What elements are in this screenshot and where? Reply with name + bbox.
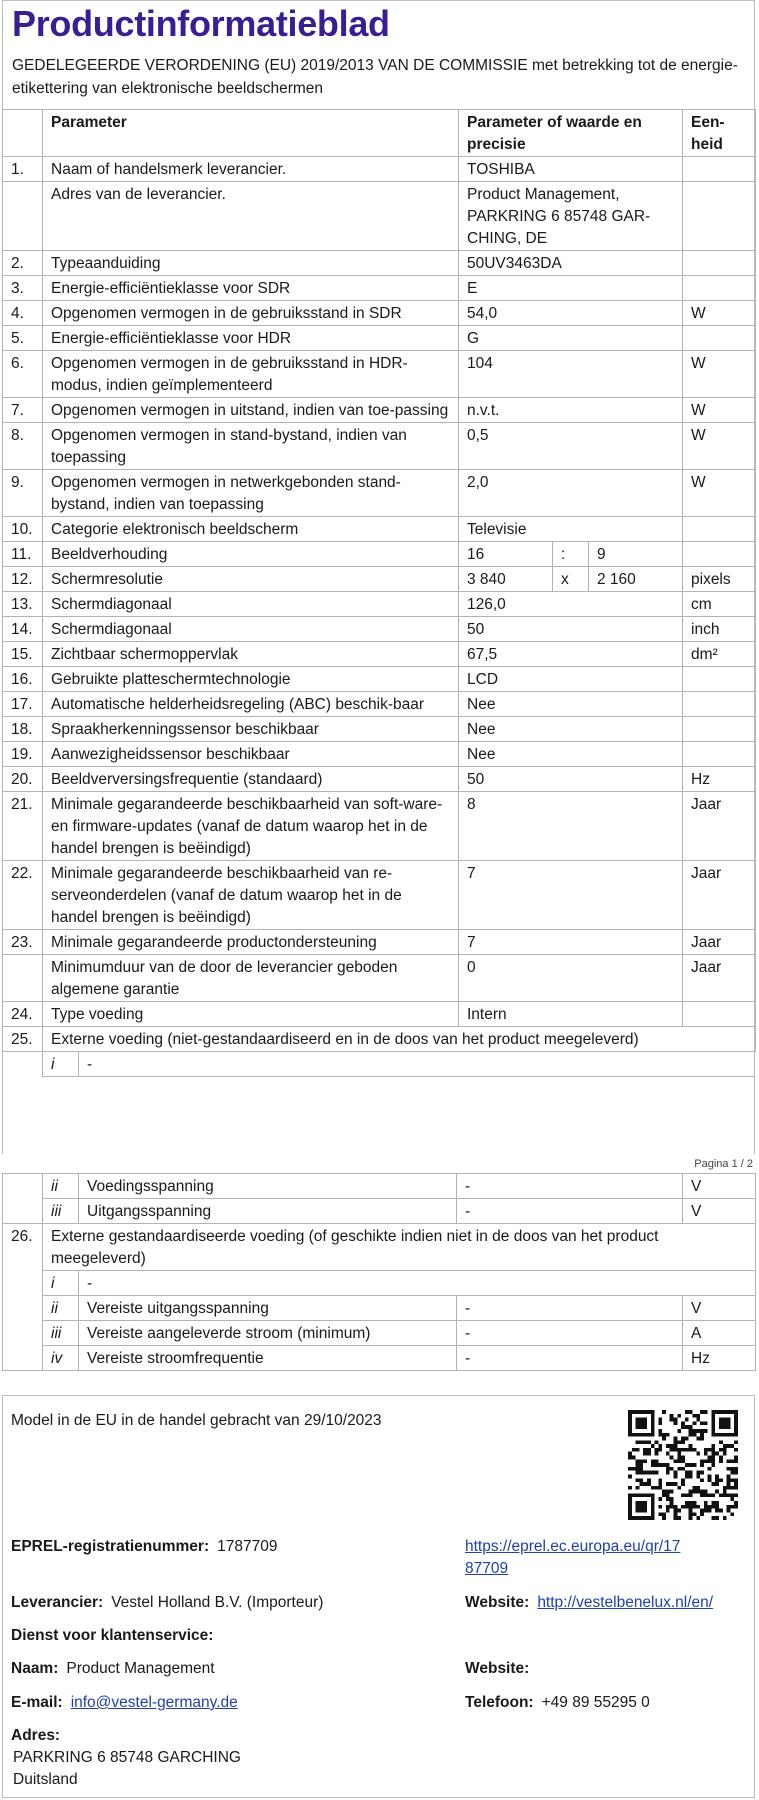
sub-index: i (43, 1271, 79, 1296)
sub-label: Uitgangsspanning (79, 1199, 457, 1224)
row-unit (683, 276, 756, 301)
row-unit: Jaar (683, 792, 756, 861)
row-value: Nee (459, 742, 683, 767)
row-number: 9. (3, 470, 43, 517)
page2-table (2, 1173, 756, 1371)
table-row (3, 251, 756, 276)
email-link[interactable]: info@vestel-germany.de (70, 1694, 238, 1711)
row-number (3, 955, 43, 1002)
row-value: 126,0 (459, 592, 683, 617)
row-unit: Jaar (683, 930, 756, 955)
table-row (3, 423, 756, 470)
table-row (3, 617, 756, 642)
row-number (3, 182, 43, 251)
eprel-registration (11, 1536, 277, 1558)
continuation-cell (3, 1174, 43, 1224)
row-unit (683, 517, 756, 542)
row-unit (683, 717, 756, 742)
table-row (3, 1224, 756, 1271)
row-value: 50 (459, 767, 683, 792)
row-number: 19. (3, 742, 43, 767)
sub-unit: V (683, 1199, 756, 1224)
row-label: Opgenomen vermogen in de gebruiksstand in HDR-modus, indien geïmplementeerd (43, 351, 459, 398)
table-row (3, 398, 756, 423)
row-value: 67,5 (459, 642, 683, 667)
row-value: 54,0 (459, 301, 683, 326)
service-website-line (465, 1658, 537, 1680)
row-number: 1. (3, 157, 43, 182)
row-label: Opgenomen vermogen in de gebruiksstand in SDR (43, 301, 459, 326)
row-number: 13. (3, 592, 43, 617)
row-value: 0 (459, 955, 683, 1002)
sub-label: Vereiste aangeleverde stroom (minimum) (79, 1321, 457, 1346)
row-unit: inch (683, 617, 756, 642)
row-number: 18. (3, 717, 43, 742)
service-name-line (11, 1658, 215, 1680)
website2-label: Website: (465, 1660, 530, 1677)
table-row (3, 1199, 756, 1224)
name-value: Product Management (66, 1660, 215, 1677)
row-unit: W (683, 351, 756, 398)
row-label: Minimale gegarandeerde beschikbaarheid van re-serveonderdelen (vanaf de datum waarop het in de handel brengen is beëindigd) (43, 861, 459, 930)
row-label: Gebruikte platteschermtechnologie (43, 667, 459, 692)
regulation-subtitle: GEDELEGEERDE VERORDENING (EU) 2019/2013 VAN DE COMMISSIE met betrekking tot de energie-etikettering van elektronische beeldschermen (12, 57, 738, 97)
row-value: 104 (459, 351, 683, 398)
supplier-info-box (2, 1395, 755, 1798)
value-part-2: 2 160 (589, 567, 683, 592)
row-label: Schermdiagonaal (43, 592, 459, 617)
row-value: Intern (459, 1002, 683, 1027)
row-unit: cm (683, 592, 756, 617)
row-number: 20. (3, 767, 43, 792)
row-number: 2. (3, 251, 43, 276)
table-row (3, 326, 756, 351)
qr-code-icon[interactable] (628, 1410, 738, 1520)
address-line1: PARKRING 6 85748 GARCHING (13, 1749, 241, 1766)
website-link[interactable]: http://vestelbenelux.nl/en/ (537, 1594, 714, 1611)
table-row (3, 301, 756, 326)
row-label: Beeldverhouding (43, 542, 459, 567)
header-value: Parameter of waarde en precisie (459, 110, 683, 157)
row-value: Nee (459, 717, 683, 742)
row-number: 25. (3, 1027, 43, 1052)
name-label: Naam: (11, 1660, 59, 1677)
row-number: 8. (3, 423, 43, 470)
table-row (3, 470, 756, 517)
row-label: Minimale gegarandeerde productondersteuning (43, 930, 459, 955)
value-part-1: 16 (459, 542, 553, 567)
row-label: Energie-efficiëntieklasse voor SDR (43, 276, 459, 301)
row-unit: pixels (683, 567, 756, 592)
table-row (3, 642, 756, 667)
row-unit (683, 742, 756, 767)
row-number: 4. (3, 301, 43, 326)
table-row (3, 767, 756, 792)
table-row (3, 1346, 756, 1371)
sub-value: - (457, 1346, 683, 1371)
sub-unit: Hz (683, 1346, 756, 1371)
row-value: 50UV3463DA (459, 251, 683, 276)
sub-value: - (457, 1296, 683, 1321)
row-unit: Jaar (683, 861, 756, 930)
header-parameter: Parameter (43, 110, 459, 157)
row-value: LCD (459, 667, 683, 692)
row-value: TOSHIBA (459, 157, 683, 182)
row-label: Spraakherkenningssensor beschikbaar (43, 717, 459, 742)
row-unit: W (683, 398, 756, 423)
header-num-cell (3, 110, 43, 157)
sub-unit: A (683, 1321, 756, 1346)
sub-label: Vereiste uitgangsspanning (79, 1296, 457, 1321)
eprel-value: 1787709 (217, 1538, 278, 1555)
value-separator: x (553, 567, 589, 592)
eprel-link-line2[interactable]: 87709 (465, 1560, 509, 1577)
row-label: Schermdiagonaal (43, 617, 459, 642)
table-row (3, 717, 756, 742)
row-number: 6. (3, 351, 43, 398)
phone-line (465, 1692, 650, 1714)
table-row (3, 157, 756, 182)
phone-label: Telefoon: (465, 1694, 534, 1711)
page-title: Productinformatieblad (12, 3, 390, 44)
table-row (43, 1052, 755, 1077)
row-unit (683, 326, 756, 351)
row-value: 7 (459, 861, 683, 930)
supplier-label: Leverancier: (11, 1594, 104, 1611)
row-number: 22. (3, 861, 43, 930)
table-row (3, 1271, 756, 1296)
supplier-value: Vestel Holland B.V. (Importeur) (111, 1594, 324, 1611)
supplier-line (11, 1592, 323, 1614)
row-number: 16. (3, 667, 43, 692)
phone-value: +49 89 55295 0 (541, 1694, 650, 1711)
sub-index: iii (43, 1199, 79, 1224)
row-unit: Hz (683, 767, 756, 792)
page-number: Pagina 1 / 2 (694, 1158, 753, 1170)
row-label: Minimale gegarandeerde beschikbaarheid van soft-ware- en firmware-updates (vanaf de datum waarop het in de handel brengen is beëindigd) (43, 792, 459, 861)
row-unit (683, 182, 756, 251)
email-line (11, 1692, 238, 1714)
row-label: Schermresolutie (43, 567, 459, 592)
value-part-2: 9 (589, 542, 683, 567)
row-unit (683, 542, 756, 567)
row-number: 23. (3, 930, 43, 955)
row-unit: W (683, 423, 756, 470)
row-value: E (459, 276, 683, 301)
address-label: Adres: (11, 1727, 61, 1744)
table-row (3, 1002, 756, 1027)
table-row (3, 692, 756, 717)
parameter-table (2, 109, 756, 1052)
row-number: 11. (3, 542, 43, 567)
table-row (3, 861, 756, 930)
row-value: Product Management, PARKRING 6 85748 GAR-CHING, DE (459, 182, 683, 251)
table-row (3, 930, 756, 955)
row-unit (683, 667, 756, 692)
row-value: 7 (459, 930, 683, 955)
row-unit: Jaar (683, 955, 756, 1002)
sub-index: ii (43, 1296, 79, 1321)
sub-index: i (43, 1052, 79, 1077)
table-row (3, 351, 756, 398)
table-row (3, 667, 756, 692)
sub-index: ii (43, 1174, 79, 1199)
eprel-link[interactable] (465, 1536, 680, 1580)
table-row (3, 1027, 756, 1052)
row-value: G (459, 326, 683, 351)
row-label: Externe voeding (niet-gestandaardiseerd en in de doos van het product meegeleverd) (43, 1027, 756, 1052)
sub-label: Voedingsspanning (79, 1174, 457, 1199)
row-label: Externe gestandaardiseerde voeding (of geschikte indien niet in de doos van het product meegeleverd) (43, 1224, 756, 1271)
model-market-date: Model in de EU in de handel gebracht van 29/10/2023 (11, 1412, 382, 1429)
table-row (3, 1321, 756, 1346)
value-separator: : (553, 542, 589, 567)
sub-index: iii (43, 1321, 79, 1346)
row-label: Type voeding (43, 1002, 459, 1027)
table-row (3, 1174, 756, 1199)
row-value: 8 (459, 792, 683, 861)
row-value: Televisie (459, 517, 683, 542)
row-label: Opgenomen vermogen in stand-bystand, indien van toepassing (43, 423, 459, 470)
row-number: 7. (3, 398, 43, 423)
value-part-1: 3 840 (459, 567, 553, 592)
row-unit: W (683, 470, 756, 517)
row-unit (683, 157, 756, 182)
row-number: 26. (3, 1224, 43, 1371)
website-label: Website: (465, 1594, 530, 1611)
row-number: 17. (3, 692, 43, 717)
row-number: 12. (3, 567, 43, 592)
customer-service-title: Dienst voor klantenservice: (11, 1627, 214, 1644)
row-label: Energie-efficiëntieklasse voor HDR (43, 326, 459, 351)
sub-value: - (457, 1321, 683, 1346)
table-row (3, 276, 756, 301)
row25-subtable (42, 1051, 755, 1077)
address-line2: Duitsland (13, 1771, 78, 1788)
row-value: 0,5 (459, 423, 683, 470)
row-unit: dm² (683, 642, 756, 667)
row-number: 5. (3, 326, 43, 351)
row-unit (683, 1002, 756, 1027)
row-label: Automatische helderheidsregeling (ABC) beschik-baar (43, 692, 459, 717)
row-label: Zichtbaar schermoppervlak (43, 642, 459, 667)
website-line (465, 1592, 713, 1614)
eprel-label: EPREL-registratienummer: (11, 1538, 210, 1555)
row-label: Minimumduur van de door de leverancier geboden algemene garantie (43, 955, 459, 1002)
table-row (3, 542, 756, 567)
table-row (3, 792, 756, 861)
row-label: Categorie elektronisch beeldscherm (43, 517, 459, 542)
sub-label: Vereiste stroomfrequentie (79, 1346, 457, 1371)
row-value: 50 (459, 617, 683, 642)
row-label: Opgenomen vermogen in uitstand, indien van toe-passing (43, 398, 459, 423)
row-number: 14. (3, 617, 43, 642)
sub-value: - (79, 1271, 756, 1296)
row-number: 3. (3, 276, 43, 301)
row-label: Opgenomen vermogen in netwerkgebonden stand-bystand, indien van toepassing (43, 470, 459, 517)
table-row (3, 567, 756, 592)
row-number: 24. (3, 1002, 43, 1027)
row-value: Nee (459, 692, 683, 717)
sub-unit: V (683, 1174, 756, 1199)
email-label: E-mail: (11, 1694, 63, 1711)
sub-value: - (457, 1174, 683, 1199)
sub-index: iv (43, 1346, 79, 1371)
table-row (3, 1296, 756, 1321)
header-unit: Een-heid (683, 110, 756, 157)
row-value: n.v.t. (459, 398, 683, 423)
row-number: 10. (3, 517, 43, 542)
row-value: 2,0 (459, 470, 683, 517)
row-label: Aanwezigheidssensor beschikbaar (43, 742, 459, 767)
row-label: Adres van de leverancier. (43, 182, 459, 251)
row-unit (683, 251, 756, 276)
sub-value: - (79, 1052, 755, 1077)
table-row (3, 592, 756, 617)
row-number: 21. (3, 792, 43, 861)
row-number: 15. (3, 642, 43, 667)
table-row (3, 742, 756, 767)
table-row (3, 182, 756, 251)
table-row (3, 517, 756, 542)
row-label: Typeaanduiding (43, 251, 459, 276)
row-unit: W (683, 301, 756, 326)
sub-unit: V (683, 1296, 756, 1321)
sub-value: - (457, 1199, 683, 1224)
row-label: Naam of handelsmerk leverancier. (43, 157, 459, 182)
row-unit (683, 692, 756, 717)
table-row (3, 955, 756, 1002)
table-header-row (3, 110, 756, 157)
row-label: Beeldverversingsfrequentie (standaard) (43, 767, 459, 792)
eprel-link-line1[interactable]: https://eprel.ec.europa.eu/qr/17 (465, 1538, 681, 1555)
